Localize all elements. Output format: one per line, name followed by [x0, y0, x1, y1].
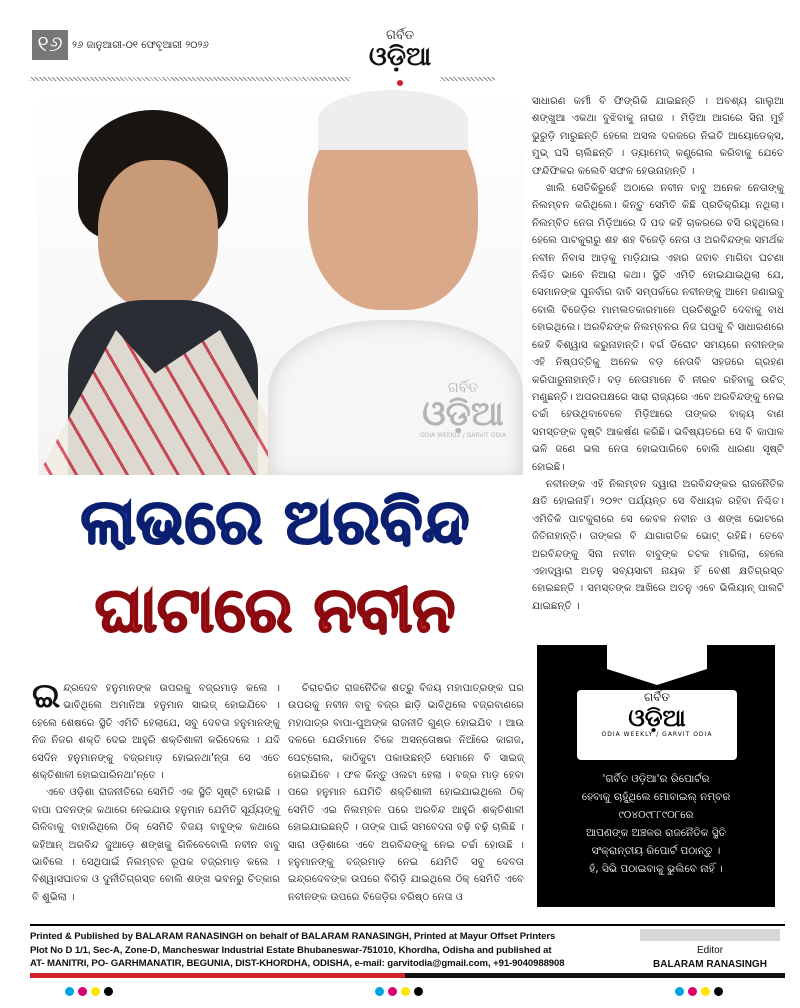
watermark-line1: ଗର୍ବିତ — [447, 380, 479, 396]
imprint-line: AT- MANITRI, PO- GARHMANATIR, BEGUNIA, DIST-KHORDHA, ODISHA, e-mail: garvitodia@gmail.com, +91-9040988908 — [30, 958, 565, 970]
ad-line: ହଁ, ସିଭି ପଠାଇବାକୁ ଭୁଲିବେ ନାହିଁ । — [589, 863, 723, 875]
article-column-1 — [32, 676, 280, 906]
editor-bar — [640, 929, 780, 941]
paragraph: ଚିରାଚରିତ ରାଜନୈତିକ ଶତ୍ରୁ ବିଜୟ ମହାପାତ୍ରଙ୍କ ଘର ଉପରକୁ ନବୀନ ବାବୁ ବଜ୍ର ଛାଡ଼ି ଭାବିଥିଲେ ବଜ୍ରବାଣରେ ମହାପାତ୍ର ବାପା-ପୁଅଙ୍କ ରାଜନୀତି ଗୁଣ୍ଡ ହୋଇଯିବ । ଆଉ ଦଳରେ ଯେଉଁମାନେ ଟିକେ ଅସନ୍ତୋଷର ନିଆଁରେ କାଗଜ, ପେଟ୍ରୋଲ, କାଠିକୁଟା ପକାଉଛନ୍ତି ସେମାନେ ବି ସାଇଜ୍ ହୋଇଯିବେ । ଫଳ କିନ୍ତୁ ଓଲଟା ହେଲା । ବଜ୍ର ମାଡ଼ ହେବା ପରେ ହନୁମାନ ଯେମିତି ଶକ୍ତିଶାଳୀ ହୋଇଯାଇଥିଲେ ଠିକ୍ ସେମିତି ଏଇ ନିଲମ୍ବନ ପରେ ଅରବିନ୍ଦ ଆହୁରି ଶକ୍ତିଶାଳୀ ହୋଇଯାଇଛନ୍ତି । ତାଙ୍କ ପାଇଁ ସମବେଦନା ବଢ଼ି ବଢ଼ି ଚାଲିଛି । ସାରା ଓଡ଼ିଶାରେ ଏବେ ଅରବିନ୍ଦଙ୍କୁ ନେଇ ଚର୍ଚ୍ଚା ହୋଉଛି । ହନୁମାନଙ୍କୁ ବଜ୍ରମାଡ଼ ନେଇ ଯେମିତି ସବୁ ଦେବତା ଇନ୍ଦ୍ରଦେବଙ୍କ ଉପରେ ବିଗିଡ଼ି ଯାଇଥିଲେ ଠିକ୍ ସେମିତି ଏବେ ନବୀନଙ୍କ ଉପରେ ବିଜେଡ଼ିର ବରିଷ୍ଠ ନେତା ଓ — [288, 683, 524, 903]
page-number: ୧୬ — [32, 30, 68, 60]
editor-label: Editor — [696, 945, 724, 956]
registration-marks — [65, 987, 113, 996]
editor-name: BALARAM RANASINGH — [653, 959, 767, 970]
footer-rule — [30, 924, 785, 926]
ad-notch — [607, 645, 707, 685]
masthead-logo — [360, 28, 440, 84]
ad-logo-tag: ODIA WEEKLY / GARVIT ODIA — [601, 731, 713, 738]
watermark — [408, 380, 518, 439]
logo-line1: ଗର୍ବିତ — [385, 28, 415, 43]
footer-bar-black — [405, 973, 785, 978]
logo-line2: ଓଡ଼ିଆ — [368, 42, 432, 72]
imprint-line: Printed & Published by BALARAM RANASINGH on behalf of BALARAM RANASINGH, Printed at Mayur Offset Printers — [30, 931, 556, 942]
registration-marks — [375, 987, 423, 996]
logo-dot-icon — [397, 80, 403, 86]
reporter-recruitment-ad — [537, 645, 775, 907]
ad-line: ଆପଣଙ୍କ ଅଞ୍ଚଳର ରାଜନୈତିକ ସ୍ଥିତି — [585, 827, 727, 839]
ad-text — [547, 770, 765, 878]
header-divider — [30, 77, 350, 81]
watermark-tag: ODIA WEEKLY / GARVIT ODIA — [420, 432, 506, 439]
ad-line: ସଂକ୍ରାନ୍ତୀୟ ରିପୋର୍ଟ ପଠାନ୍ତୁ । — [591, 845, 721, 857]
header-divider — [440, 77, 495, 81]
lead-photo — [38, 90, 523, 475]
right-article-column — [532, 93, 784, 615]
paragraph: ସାଧାରଣ କର୍ମୀ ବି ଫିଙ୍ଗିକି ଯାଇଛନ୍ତି । ଅବଶ୍ୟ ଗାଲୁଆ ଶଙ୍ଖୁଆ ଏକଥା ବୁଝିବାକୁ ନାରାଜ । ମିଡ଼ିଆ ଆଗରେ ସିନା ମୁହଁ ଭୁରୁଡ଼ି ମାରୁଛନ୍ତି ହେଲେ ଅସଲ ଦରଜରେ ନିଇତି ଆୟୋଡେକ୍ସ, ମୁଭ୍ ଘସି ଚାଲିଛନ୍ତି । ଡ୍ୟାମେଜ୍ କଣ୍ଟ୍ରୋଲ କରିବାକୁ ଯେତେ ଫନ୍ଦିଫିକର କଲେବି ସଫଳ ହେଉନାହାନ୍ତି । — [532, 96, 784, 177]
footer-bar-red — [30, 973, 405, 978]
imprint — [30, 930, 590, 971]
headline-line2: ଘାଟାରେ ନବୀନ — [94, 573, 456, 646]
ad-line: 'ଗର୍ବିତ ଓଡ଼ିଆ'ର ରିପୋର୍ଟର — [602, 773, 710, 785]
drop-cap: ଇ — [32, 676, 61, 716]
ad-phone: ୯୦୪୦୯୮୮୯୦୮ରେ — [618, 809, 694, 821]
article-column-2 — [288, 680, 524, 906]
ad-line: ହେବାକୁ ଚାହୁଁଥିଲେ ମୋବାଇଲ୍ ନମ୍ବର — [581, 791, 731, 803]
paragraph: ନ୍ଦ୍ରଦେବ ହନୁମାନଙ୍କ ଉପରକୁ ବଜ୍ରମାଡ଼ କଲେ । ଭାବିଥିଲେ ଅମାନିଆ ହନୁମାନ ସାଇଜ୍ ହୋଇଯିବେ । ହେଲେ ଶେଷରେ ସ୍ଥିତି ଏମିତି ହେଲାଯେ, ସବୁ ଦେବତା ହନୁମାନଙ୍କୁ ନିଜ ନିଜର ଶକ୍ତି ଦେଇ ଆହୁରି ଶକ୍ତିଶାଳୀ କରିଦେଲେ । ଯଦି ସେଦିନ ହନୁମାନଙ୍କୁ ବଜ୍ରମାଡ଼ ହୋଇନଥା'ନ୍ତା ସେ ଏତେ ଶକ୍ତିଶାଳୀ ହୋଇପାରିନଥା'ନ୍ତେ । — [32, 683, 280, 782]
ad-logo — [577, 690, 737, 760]
paragraph: ଖାଲି ସେତିକିରୁହେଁ ଅଠାରେ ନବୀନ ବାବୁ ଅନେକ ନେତାଙ୍କୁ ନିଲମ୍ବନ କରିଥିଲେ। କିନ୍ତୁ ସେମିତି କିଛି ପ୍ରତିକ୍ରିୟା ନଥିଲା। ନିଲମ୍ବିତ ନେତା ମିଡ଼ିଆରେ ଦି ପଦ କହି ଚାକରରେ ବସି ରହୁଥିଲେ। ହେଲେ ପାଟକୁରାରୁ ଶହ ଶହ ବିଜେଡ଼ି ନେତା ଓ ଅରବିନ୍ଦଙ୍କ ସମର୍ଥକ ନବୀନ ନିବାସ ଆଡ଼କୁ ମାଡ଼ିଯାଇ ଏହାର ଜବାବ ମାଗିବା ଘଟଣା ନିଶ୍ଚିତ ଭାବେ ନିଆରା କଥା। ସ୍ଥିତି ଏମିତି ହୋଇଯାଇଥିଲା ଯେ, ସେମାନଙ୍କ ପୁନର୍ବାର ଦାବି ସମ୍ପର୍କରେ ନବୀନଙ୍କୁ ଆମେ ଜଣାଇବୁ ବୋଲି ବିଜେଡ଼ିର ମାମଲତକାରମାନେ ପ୍ରତିଶ୍ରୁତି ଦେବାକୁ ବାଧ ହୋଇଥିଲେ। ଅରବିନ୍ଦଙ୍କ ନିଲମ୍ବନର ନିଜ ଘପକୁ ବି ସାଧାରଣରେ କେହି ବିଶ୍ୱାସ କରୁନାହାନ୍ତି। ବର୍ଗ ଡିରୋଟ ସମୟରେ ନବୀନଙ୍କ ଏହି ନିଷ୍ପତ୍ତିକୁ ଅନେକ ବଡ଼ ନେତାବି ସହଜରେ ଗ୍ରହଣ କରିପାରୁନାହାନ୍ତି। ବଡ଼ ନେତାମାନେ ବି ନୀରବ ରହିବାକୁ ଉଚିତ୍ ମଣୁଛନ୍ତି। ଅପରପକ୍ଷରେ ସାରା ରାଜ୍ୟରେ ଏବେ ଅରବିନ୍ଦଙ୍କୁ ନେଇ ଚର୍ଚ୍ଚା ହେଉଥିବାବେଳେ ମିଡ଼ିଆରେ ତାଙ୍କର ବାକ୍ୟ ବାଣ ସମସ୍ତଙ୍କ ଦୃଷ୍ଟି ଆକର୍ଷଣ କରିଛି। ଭବିଷ୍ୟତରେ ସେ ବି କାପାଳ ଭଳି ଜଣେ ଭଲ ନେତା ହୋଇପାରିବେ ବୋଲି ଧାରଣା ସୃଷ୍ଟି ହୋଇଛି। — [532, 183, 784, 473]
editor-credit — [640, 944, 780, 972]
headline-line1: ଲାଭରେ ଅରବିନ୍ଦ — [80, 485, 470, 558]
paragraph: ଏବେ ଓଡ଼ିଶା ରାଜନୀତିରେ ସେମିତି ଏକ ସ୍ଥିତି ସୃଷ୍ଟି ହୋଇଛି । ବାପା ପବନଙ୍କ କଥାରେ ନେଇଯାଉ ହନୁମାନ ଯେମିତି ସୂର୍ଯ୍ୟଙ୍କୁ ଗିଳିବାକୁ ବାହାରିଥିଲେ ଠିକ୍ ସେମିତି ବିଜୟ ବାବୁଙ୍କ କଥାରେ କହିଆନ୍ ଅରବିନ୍ଦ ଜୁଆଡ଼େ ଶଙ୍ଖକୁ ଗିଳିବେବୋଲି ନବୀନ ବାବୁ ଭାବିଲେ । ସେଥିପାଇଁ ନିଲମ୍ବନ ରୂପକ ବଜ୍ରମାଡ଼ କଲେ । ବିଶ୍ୱାସଘାତକ ଓ ଦୁର୍ନୀତିଗ୍ରସ୍ତ ବୋଲି ଶଙ୍ଖ ଭବନରୁ ଚିତ୍କାର ବି ଶୁଭିଲା । — [32, 787, 280, 903]
issue-date: ୨୬ ଜାନୁଆରୀ-୦୧ ଫେବୃଆରୀ ୨୦୨୬ — [72, 40, 209, 51]
imprint-line: Plot No D 1/1, Sec-A, Zone-D, Mancheswar Industrial Estate Bhubaneswar-751010, Khordha, Odisha and published at — [30, 944, 552, 956]
paragraph: ନବୀନଙ୍କ ଏହି ନିଲମ୍ବନ ଦ୍ୱାରା ଅରବିନ୍ଦଙ୍କର ରାଜନୈତିକ କ୍ଷତି ହୋଇନାହିଁ। ୨୦୨୯ ପର୍ଯ୍ୟନ୍ତ ସେ ବିଧାୟକ ରହିବା ନିଶ୍ଚିତ। ଏମିତିକି ପାଟକୁରାରେ ସେ କେବଳ ନବୀନ ଓ ଶଙ୍ଖ ଭୋଟରେ ଜିତିନାହାନ୍ତି। ତାଙ୍କର ବି ଯାଗାଗତିକ ଭୋଟ୍ ରହିଛି। ତେବେ ଅରବିନ୍ଦଙ୍କୁ ସିନା ନବୀନ ବାବୁଙ୍କ ଚଟକ ମାରିଲା, ହେଲେ ଏହାଦ୍ୱାରା ଅତନୁ ସବ୍ୟସାଚୀ ନାୟକ ହିଁ ବେଶୀ କ୍ଷତିଗ୍ରସ୍ତ ହୋଇଛନ୍ତି । ସମସ୍ତଙ୍କ ଆଖିରେ ଅତନୁ ଏବେ ଭିଲିୟାନ୍ ପାଲଟି ଯାଇଛନ୍ତି । — [532, 478, 784, 612]
watermark-line2: ଓଡ଼ିଆ — [422, 394, 504, 434]
ad-logo-line1: ଗର୍ବିତ — [644, 690, 670, 704]
ad-logo-line2: ଓଡ଼ିଆ — [628, 704, 686, 732]
registration-marks — [675, 987, 723, 996]
